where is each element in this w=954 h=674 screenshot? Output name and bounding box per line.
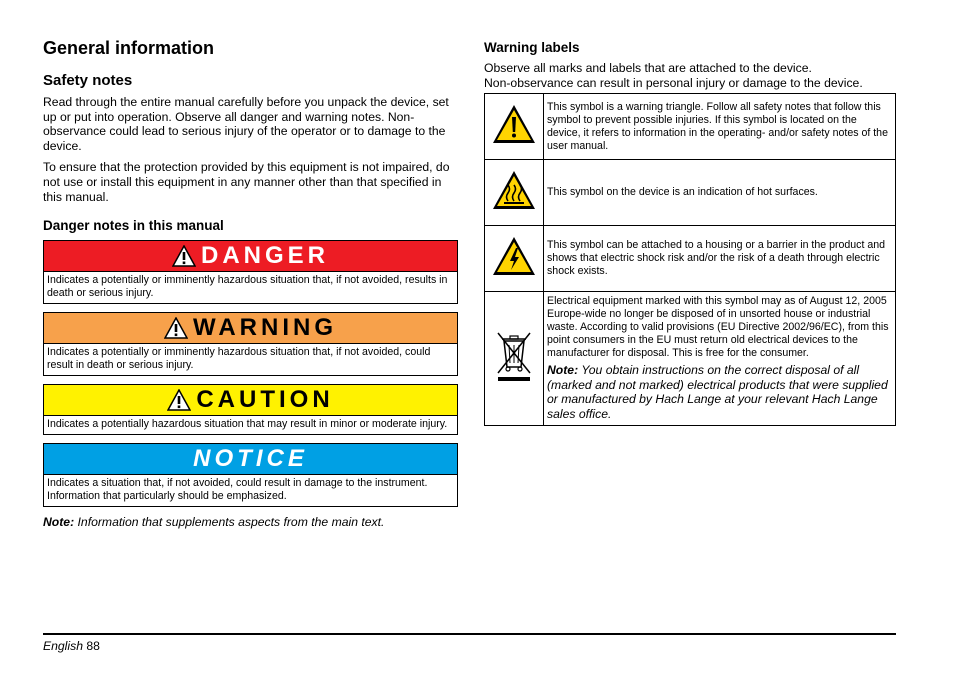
disposal-note	[547, 363, 891, 421]
note-label: Note:	[43, 515, 75, 530]
notice-label: NOTICE	[193, 445, 308, 473]
note-label: Note:	[547, 363, 579, 378]
label-description: Electrical equipment marked with this symbol may as of August 12, 2005 Europe-wide no longer be disposed of in unsorted house or industrial waste. According to valid provisions (EU Directive 2002/96/EC), from this point consumers in the EU must return old electrical devices to the manufacturer for disposal. This is free for the consumer.	[547, 295, 889, 360]
table-row	[485, 292, 896, 425]
caution-label: CAUTION	[196, 386, 334, 414]
danger-label: DANGER	[200, 242, 329, 270]
notice-box	[43, 443, 458, 507]
note-text	[43, 515, 458, 529]
intro-line-2: Non-observance can result in personal injury or damage to the device.	[484, 75, 863, 90]
warning-triangle-icon	[491, 103, 537, 145]
crossed-bin-icon	[492, 329, 536, 383]
notice-bar	[44, 444, 457, 475]
safety-paragraph-1: Read through the entire manual carefully before you unpack the device, set up or put into operation. Observe all danger and warning notes. Non-observance could lead to serious injury of the operator or to damage to the device.	[43, 95, 449, 153]
electric-shock-icon	[491, 235, 537, 277]
page-footer	[43, 639, 100, 653]
warning-labels-intro	[484, 61, 896, 90]
danger-description: Indicates a potentially or imminently hazardous situation that, if not avoided, results in death or serious injury.	[47, 274, 448, 300]
caution-description: Indicates a potentially hazardous situation that may result in minor or moderate injury.	[47, 418, 448, 431]
section-title: General information	[43, 38, 215, 58]
table-row	[485, 160, 896, 226]
intro-line-1: Observe all marks and labels that are attached to the device.	[484, 61, 812, 75]
footer-language: English	[43, 639, 83, 653]
right-column	[484, 40, 896, 426]
warning-box	[43, 312, 458, 376]
table-row	[485, 94, 896, 160]
warning-label: WARNING	[193, 314, 337, 342]
left-column	[43, 38, 458, 529]
warning-triangle-icon	[167, 389, 191, 411]
label-description: This symbol on the device is an indication of hot surfaces.	[544, 160, 896, 226]
danger-notes-heading: Danger notes in this manual	[43, 218, 224, 234]
warning-labels-heading: Warning labels	[484, 40, 580, 55]
notice-description: Indicates a situation that, if not avoided, could result in damage to the instrument. Information that particularly should be emphasized.	[47, 477, 428, 503]
safety-paragraph-2: To ensure that the protection provided by this equipment is not impaired, do not use or install this equipment in any manner other than that specified in this manual.	[43, 160, 450, 204]
safety-notes-heading: Safety notes	[43, 72, 133, 89]
warning-triangle-icon	[172, 245, 196, 267]
label-description: This symbol can be attached to a housing or a barrier in the product and shows that electric shock risk and/or the risk of a death through electric shock exists.	[544, 226, 896, 292]
hot-surface-icon	[491, 169, 537, 211]
note-body: Information that supplements aspects from the main text.	[74, 515, 385, 530]
footer-divider	[43, 633, 896, 635]
caution-box	[43, 384, 458, 435]
danger-box	[43, 240, 458, 304]
danger-bar	[44, 241, 457, 272]
page-number: 88	[86, 639, 100, 653]
table-row	[485, 226, 896, 292]
note-body: You obtain instructions on the correct disposal of all (marked and not marked) electrical products that were supplied or manufactured by Hach Lange at your relevant Hach Lange sales office.	[547, 363, 888, 421]
caution-bar	[44, 385, 457, 416]
warning-triangle-icon	[164, 317, 188, 339]
warning-labels-table	[484, 93, 896, 425]
warning-bar	[44, 313, 457, 344]
warning-description: Indicates a potentially or imminently hazardous situation that, if not avoided, could result in death or serious injury.	[47, 346, 431, 372]
label-description: This symbol is a warning triangle. Follow all safety notes that follow this symbol to prevent possible injuries. If this symbol is located on the device, it refers to information in the operating- and/or safety notes of the user manual.	[544, 94, 896, 160]
